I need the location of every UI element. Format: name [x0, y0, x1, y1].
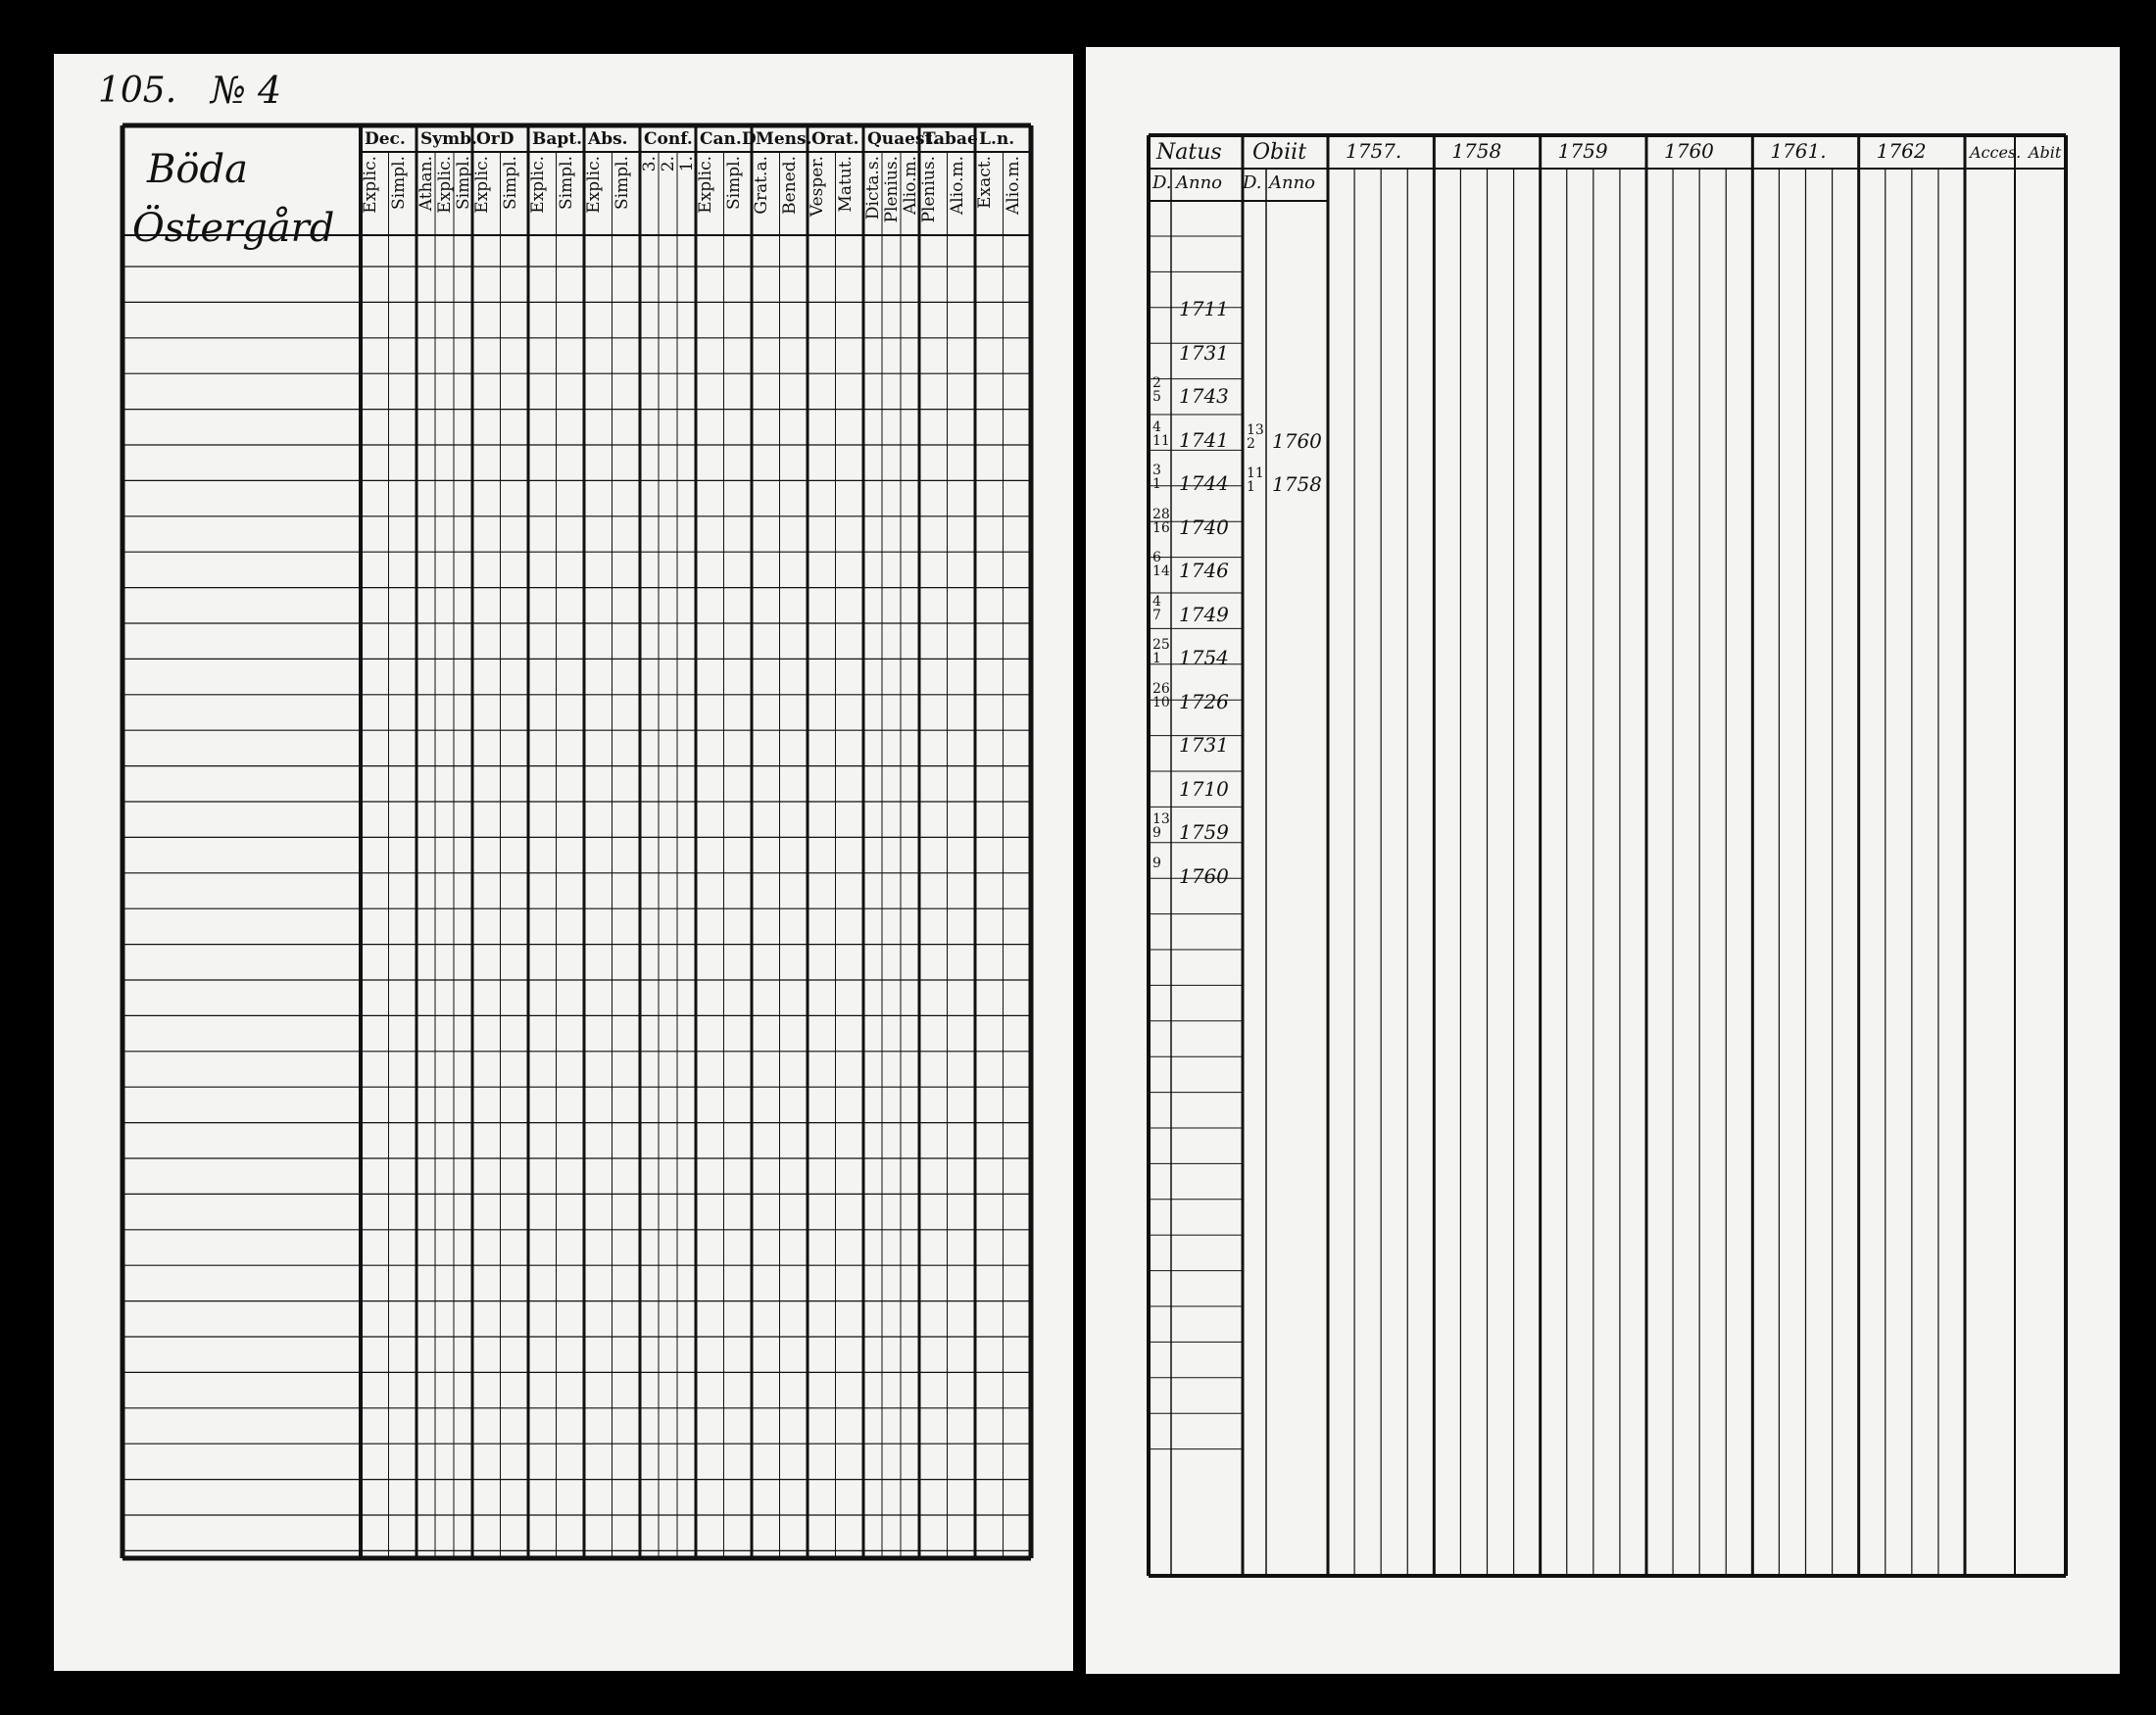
natus-day-header: D. [1152, 172, 1172, 193]
column-subheader: Simpl. [612, 156, 632, 210]
column-header: Symb. [420, 129, 477, 149]
birth-day: 25 1 [1152, 637, 1170, 666]
column-subheader: 2. [659, 156, 678, 172]
column-subheader: Plenius. [882, 156, 902, 223]
column-subheader: Explic. [696, 156, 715, 214]
birth-day: 26 10 [1152, 680, 1170, 710]
column-subheader: Simpl. [500, 156, 520, 210]
column-header: L.n. [979, 129, 1015, 149]
birth-year: 1754 [1179, 646, 1229, 669]
abiit-header: Abit [2029, 143, 2062, 162]
column-subheader: Alio.m. [947, 156, 967, 216]
birth-year: 1744 [1179, 471, 1229, 495]
column-subheader: 3. [640, 156, 660, 172]
column-subheader: Exact. [975, 156, 995, 209]
natus-year-header: Anno [1176, 172, 1223, 193]
birth-year: 1749 [1179, 602, 1229, 626]
column-subheader: Explic. [361, 156, 380, 214]
column-subheader: Explic. [584, 156, 604, 214]
column-subheader: Bened. [779, 156, 800, 215]
column-subheader: Simpl. [388, 156, 409, 210]
column-subheader: 1. [677, 156, 697, 172]
column-header: OrD [476, 129, 514, 149]
birth-day: 3 1 [1152, 463, 1161, 492]
register-year: 1758 [1451, 139, 1502, 163]
column-subheader: Grat.a. [752, 156, 771, 215]
column-subheader: Vesper. [808, 156, 827, 218]
column-header: Tabae [923, 129, 978, 149]
birth-year: 1743 [1179, 384, 1229, 408]
column-subheader: Explic. [528, 156, 548, 214]
death-day: 13 2 [1247, 422, 1264, 452]
register-year: 1760 [1664, 139, 1714, 163]
column-header: Quaest. [867, 129, 939, 149]
column-header: Conf. [644, 129, 693, 149]
obiit-day-header: D. [1243, 172, 1262, 193]
household-number: № 4 [211, 69, 282, 112]
column-subheader: Matut. [835, 156, 856, 213]
accessit-header: Acces. [1970, 143, 2022, 162]
column-subheader: Alio.m. [901, 156, 920, 216]
birth-year: 1726 [1179, 689, 1229, 713]
birth-day: 4 7 [1152, 593, 1161, 623]
birth-day: 9 [1152, 855, 1161, 871]
register-year: 1762 [1876, 139, 1927, 163]
column-subheader: Simpl. [556, 156, 576, 210]
column-subheader: Athan. [416, 156, 436, 212]
birth-year: 1740 [1179, 514, 1229, 539]
birth-day: 13 9 [1152, 811, 1170, 841]
birth-year: 1746 [1179, 559, 1229, 582]
register-year: 1761. [1770, 139, 1827, 163]
column-subheader: Simpl. [454, 156, 473, 210]
birth-day: 2 5 [1152, 375, 1161, 405]
column-subheader: Dicta.s. [863, 156, 883, 220]
obiit-header: Obiit [1252, 140, 1307, 165]
column-subheader: Explic. [472, 156, 492, 214]
birth-year: 1711 [1179, 297, 1229, 320]
column-header: Abs. [588, 129, 628, 149]
birth-day: 4 11 [1152, 418, 1170, 449]
death-year: 1758 [1272, 472, 1322, 496]
birth-year: 1710 [1179, 776, 1229, 801]
birth-year: 1741 [1179, 427, 1229, 452]
death-year: 1760 [1272, 429, 1322, 453]
birth-year: 1760 [1179, 863, 1229, 888]
household-name-line-2: Östergård [132, 206, 335, 251]
birth-day: 6 14 [1152, 550, 1170, 579]
column-header: Dec. [365, 129, 406, 149]
household-name-line-1: Böda [147, 147, 248, 192]
obiit-year-header: Anno [1269, 172, 1316, 193]
column-header: Can.D [700, 129, 757, 149]
column-header: Bapt. [532, 129, 583, 149]
death-day: 11 1 [1247, 466, 1264, 495]
birth-year: 1731 [1179, 733, 1229, 757]
column-subheader: Plenius. [919, 156, 939, 223]
column-subheader: Simpl. [723, 156, 744, 210]
column-header: Orat. [811, 129, 859, 149]
natus-header: Natus [1156, 140, 1222, 165]
column-header: Mens. [756, 129, 812, 149]
birth-year: 1731 [1179, 340, 1229, 365]
column-subheader: Alio.m. [1003, 156, 1023, 216]
register-year: 1757. [1346, 139, 1402, 163]
register-year: 1759 [1557, 139, 1608, 163]
page-number: 105. [98, 71, 177, 111]
column-subheader: Explic. [435, 156, 455, 214]
birth-day: 28 16 [1152, 506, 1170, 536]
birth-year: 1759 [1179, 820, 1229, 844]
